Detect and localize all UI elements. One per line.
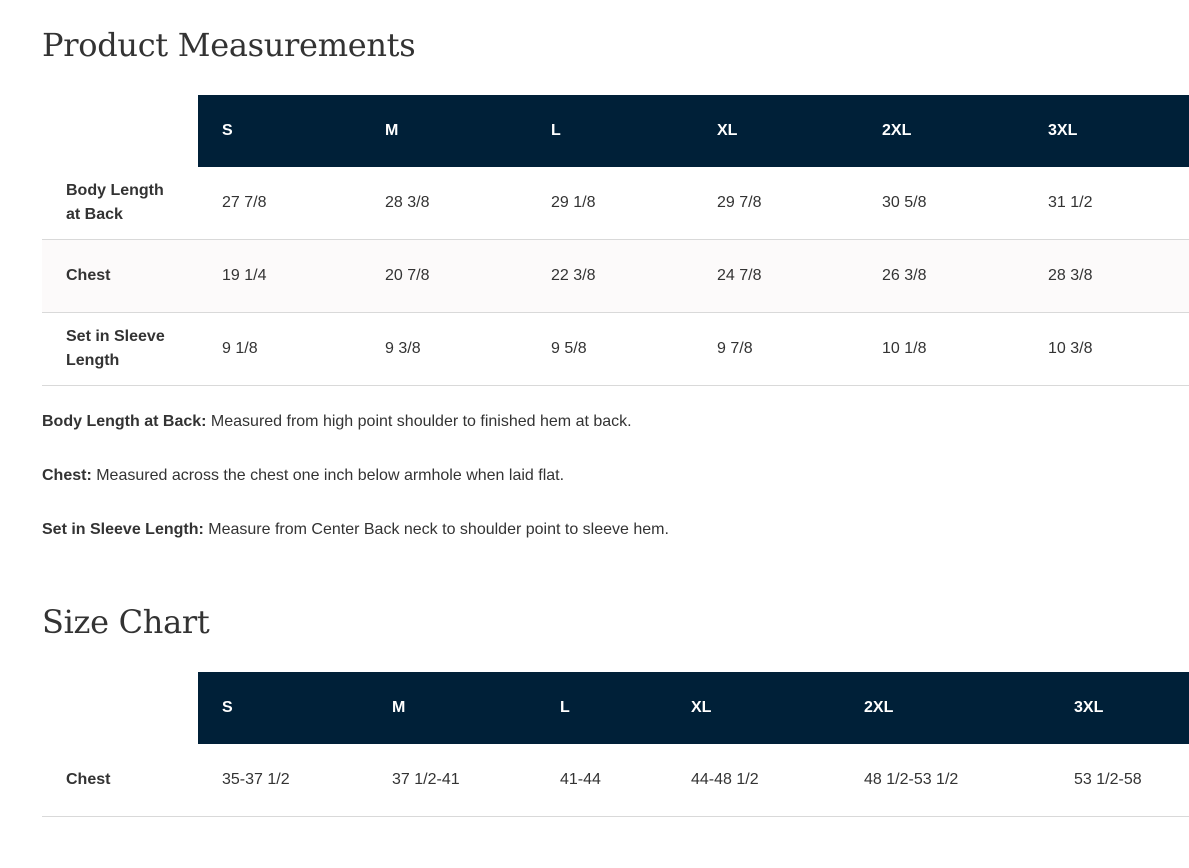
table-cell: 44-48 1/2 [667,744,840,817]
note-text: Measured across the chest one inch below armhole when laid flat. [91,467,565,484]
measurements-header-row [42,95,1189,167]
table-cell: 26 3/8 [858,240,1024,313]
table-cell: 28 3/8 [1024,240,1189,313]
size-chart-table [42,672,1189,817]
size-header-l: L [536,672,667,744]
row-label-chest: Chest [42,240,198,313]
size-header-2xl: 2XL [840,672,1050,744]
table-row [42,313,1189,386]
size-header-s: S [198,95,361,167]
size-header-3xl: 3XL [1050,672,1189,744]
table-cell: 10 3/8 [1024,313,1189,386]
header-corner-cell [42,672,198,744]
table-cell: 28 3/8 [361,167,527,240]
measurement-notes [42,410,1189,572]
table-row [42,167,1189,240]
table-cell: 24 7/8 [693,240,858,313]
size-header-s: S [198,672,368,744]
product-measurements-table [42,95,1189,386]
table-cell: 9 5/8 [527,313,693,386]
table-cell: 22 3/8 [527,240,693,313]
table-cell: 29 7/8 [693,167,858,240]
row-label-sleeve-length: Set in Sleeve Length [42,313,198,386]
table-cell: 9 1/8 [198,313,361,386]
size-chart-title: Size Chart [42,603,210,641]
note-term: Chest: [42,467,92,484]
table-cell: 9 7/8 [693,313,858,386]
table-cell: 20 7/8 [361,240,527,313]
table-cell: 30 5/8 [858,167,1024,240]
row-label-chest: Chest [42,744,198,817]
size-chart-header-row [42,672,1189,744]
note-sleeve-length [42,518,1189,542]
note-text: Measure from Center Back neck to shoulder point to sleeve hem. [203,521,669,538]
size-header-xl: XL [667,672,840,744]
size-header-xl: XL [693,95,858,167]
size-header-2xl: 2XL [858,95,1024,167]
note-text: Measured from high point shoulder to finished hem at back. [206,413,632,430]
note-body-length [42,410,1189,434]
size-header-l: L [527,95,693,167]
row-label-body-length: Body Length at Back [42,167,198,240]
table-row [42,744,1189,817]
note-term: Set in Sleeve Length: [42,521,204,538]
note-chest [42,464,1189,488]
table-cell: 10 1/8 [858,313,1024,386]
size-header-m: M [361,95,527,167]
size-header-m: M [368,672,536,744]
table-cell: 27 7/8 [198,167,361,240]
table-cell: 19 1/4 [198,240,361,313]
header-corner-cell [42,95,198,167]
table-cell: 48 1/2-53 1/2 [840,744,1050,817]
note-term: Body Length at Back: [42,413,207,430]
size-header-3xl: 3XL [1024,95,1189,167]
table-cell: 29 1/8 [527,167,693,240]
table-cell: 53 1/2-58 [1050,744,1189,817]
table-cell: 35-37 1/2 [198,744,368,817]
table-cell: 41-44 [536,744,667,817]
table-cell: 37 1/2-41 [368,744,536,817]
table-cell: 9 3/8 [361,313,527,386]
table-row [42,240,1189,313]
table-cell: 31 1/2 [1024,167,1189,240]
product-measurements-title: Product Measurements [42,26,416,64]
